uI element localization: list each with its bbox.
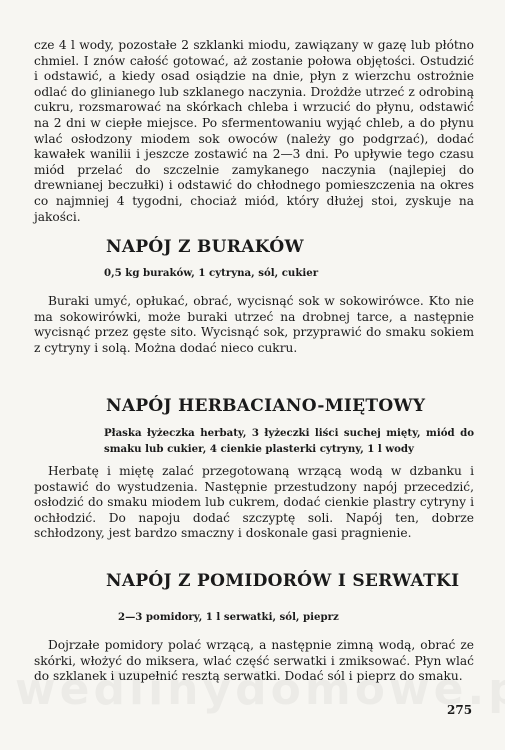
recipe-ingredients-tomato-whey-drink: 2—3 pomidory, 1 l serwatki, sól, pieprz bbox=[118, 611, 339, 623]
recipe-title-tomato-whey-drink: NAPÓJ Z POMIDORÓW I SERWATKI bbox=[106, 571, 460, 591]
recipe-title-tea-mint-drink: NAPÓJ HERBACIANO-MIĘTOWY bbox=[106, 396, 426, 416]
recipe-ingredients-tea-mint-drink: Płaska łyżeczka herbaty, 3 łyżeczki liści suchej mięty, miód do smaku lub cukier, 4 cienkie plasterki cytryny, 1 l wody bbox=[104, 427, 474, 455]
page-number: 275 bbox=[447, 703, 473, 717]
recipe-body-tomato-whey-drink: Dojrzałe pomidory polać wrzącą, a następnie zimną wodą, obrać ze skórki, włożyć do miksera, wlać część serwatki i zmiksować. Płyn wlać do szklanek i uzupełnić resztą serwatki. Dodać sól i pieprz do smaku. bbox=[34, 638, 474, 684]
recipe-body-tea-mint-drink: Herbatę i miętę zalać przegotowaną wrzącą wodą w dzbanku i postawić do wystudzenia. Następnie przestudzony napój przecedzić, osłodzić do smaku miodem lub cukrem, dodać cienkie plastry cytryny i ochłodzić. Do napoju dodać szczyptę soli. Napój ten, dobrze schłodzony, jest bardzo smaczny i doskonale gasi pragnienie. bbox=[34, 464, 474, 541]
intro-paragraph: cze 4 l wody, pozostałe 2 szklanki miodu, zawiązany w gazę lub płótno chmiel. I znów całość gotować, aż zostanie połowa objętości. Ostudzić i odstawić, a kiedy osad osiądzie na dnie, płyn z wierzchu ostrożnie odlać do glinianego lub szklanego naczynia. Drożdże utrzeć z odrobiną cukru, rozsmarować na skórkach chleba i wrzucić do płynu, odstawić na 2 dni w ciepłe miejsce. Po sfermentowaniu wyjąć chleb, a do płynu wlać osłodzony miodem sok owoców (należy go podgrzać), dodać kawałek wanilii i jeszcze zostawić na 2—3 dni. Po upływie tego czasu miód przelać do szczelnie zamykanego naczynia (najlepiej do drewnianej beczułki) i odstawić do chłodnego pomieszczenia na okres co najmniej 4 tygodni, chociaż miód, który dłużej stoi, zyskuje na jakości. bbox=[34, 38, 474, 224]
recipe-title-beet-drink: NAPÓJ Z BURAKÓW bbox=[106, 237, 304, 257]
recipe-ingredients-beet-drink: 0,5 kg buraków, 1 cytryna, sól, cukier bbox=[104, 267, 319, 279]
recipe-body-beet-drink: Buraki umyć, opłukać, obrać, wycisnąć sok w sokowirówce. Kto nie ma sokowirówki, może buraki utrzeć na drobnej tarce, a następnie wycisnąć przez gęste sito. Wycisnąć sok, przyprawić do smaku sokiem z cytryny i solą. Można dodać nieco cukru. bbox=[34, 294, 474, 355]
